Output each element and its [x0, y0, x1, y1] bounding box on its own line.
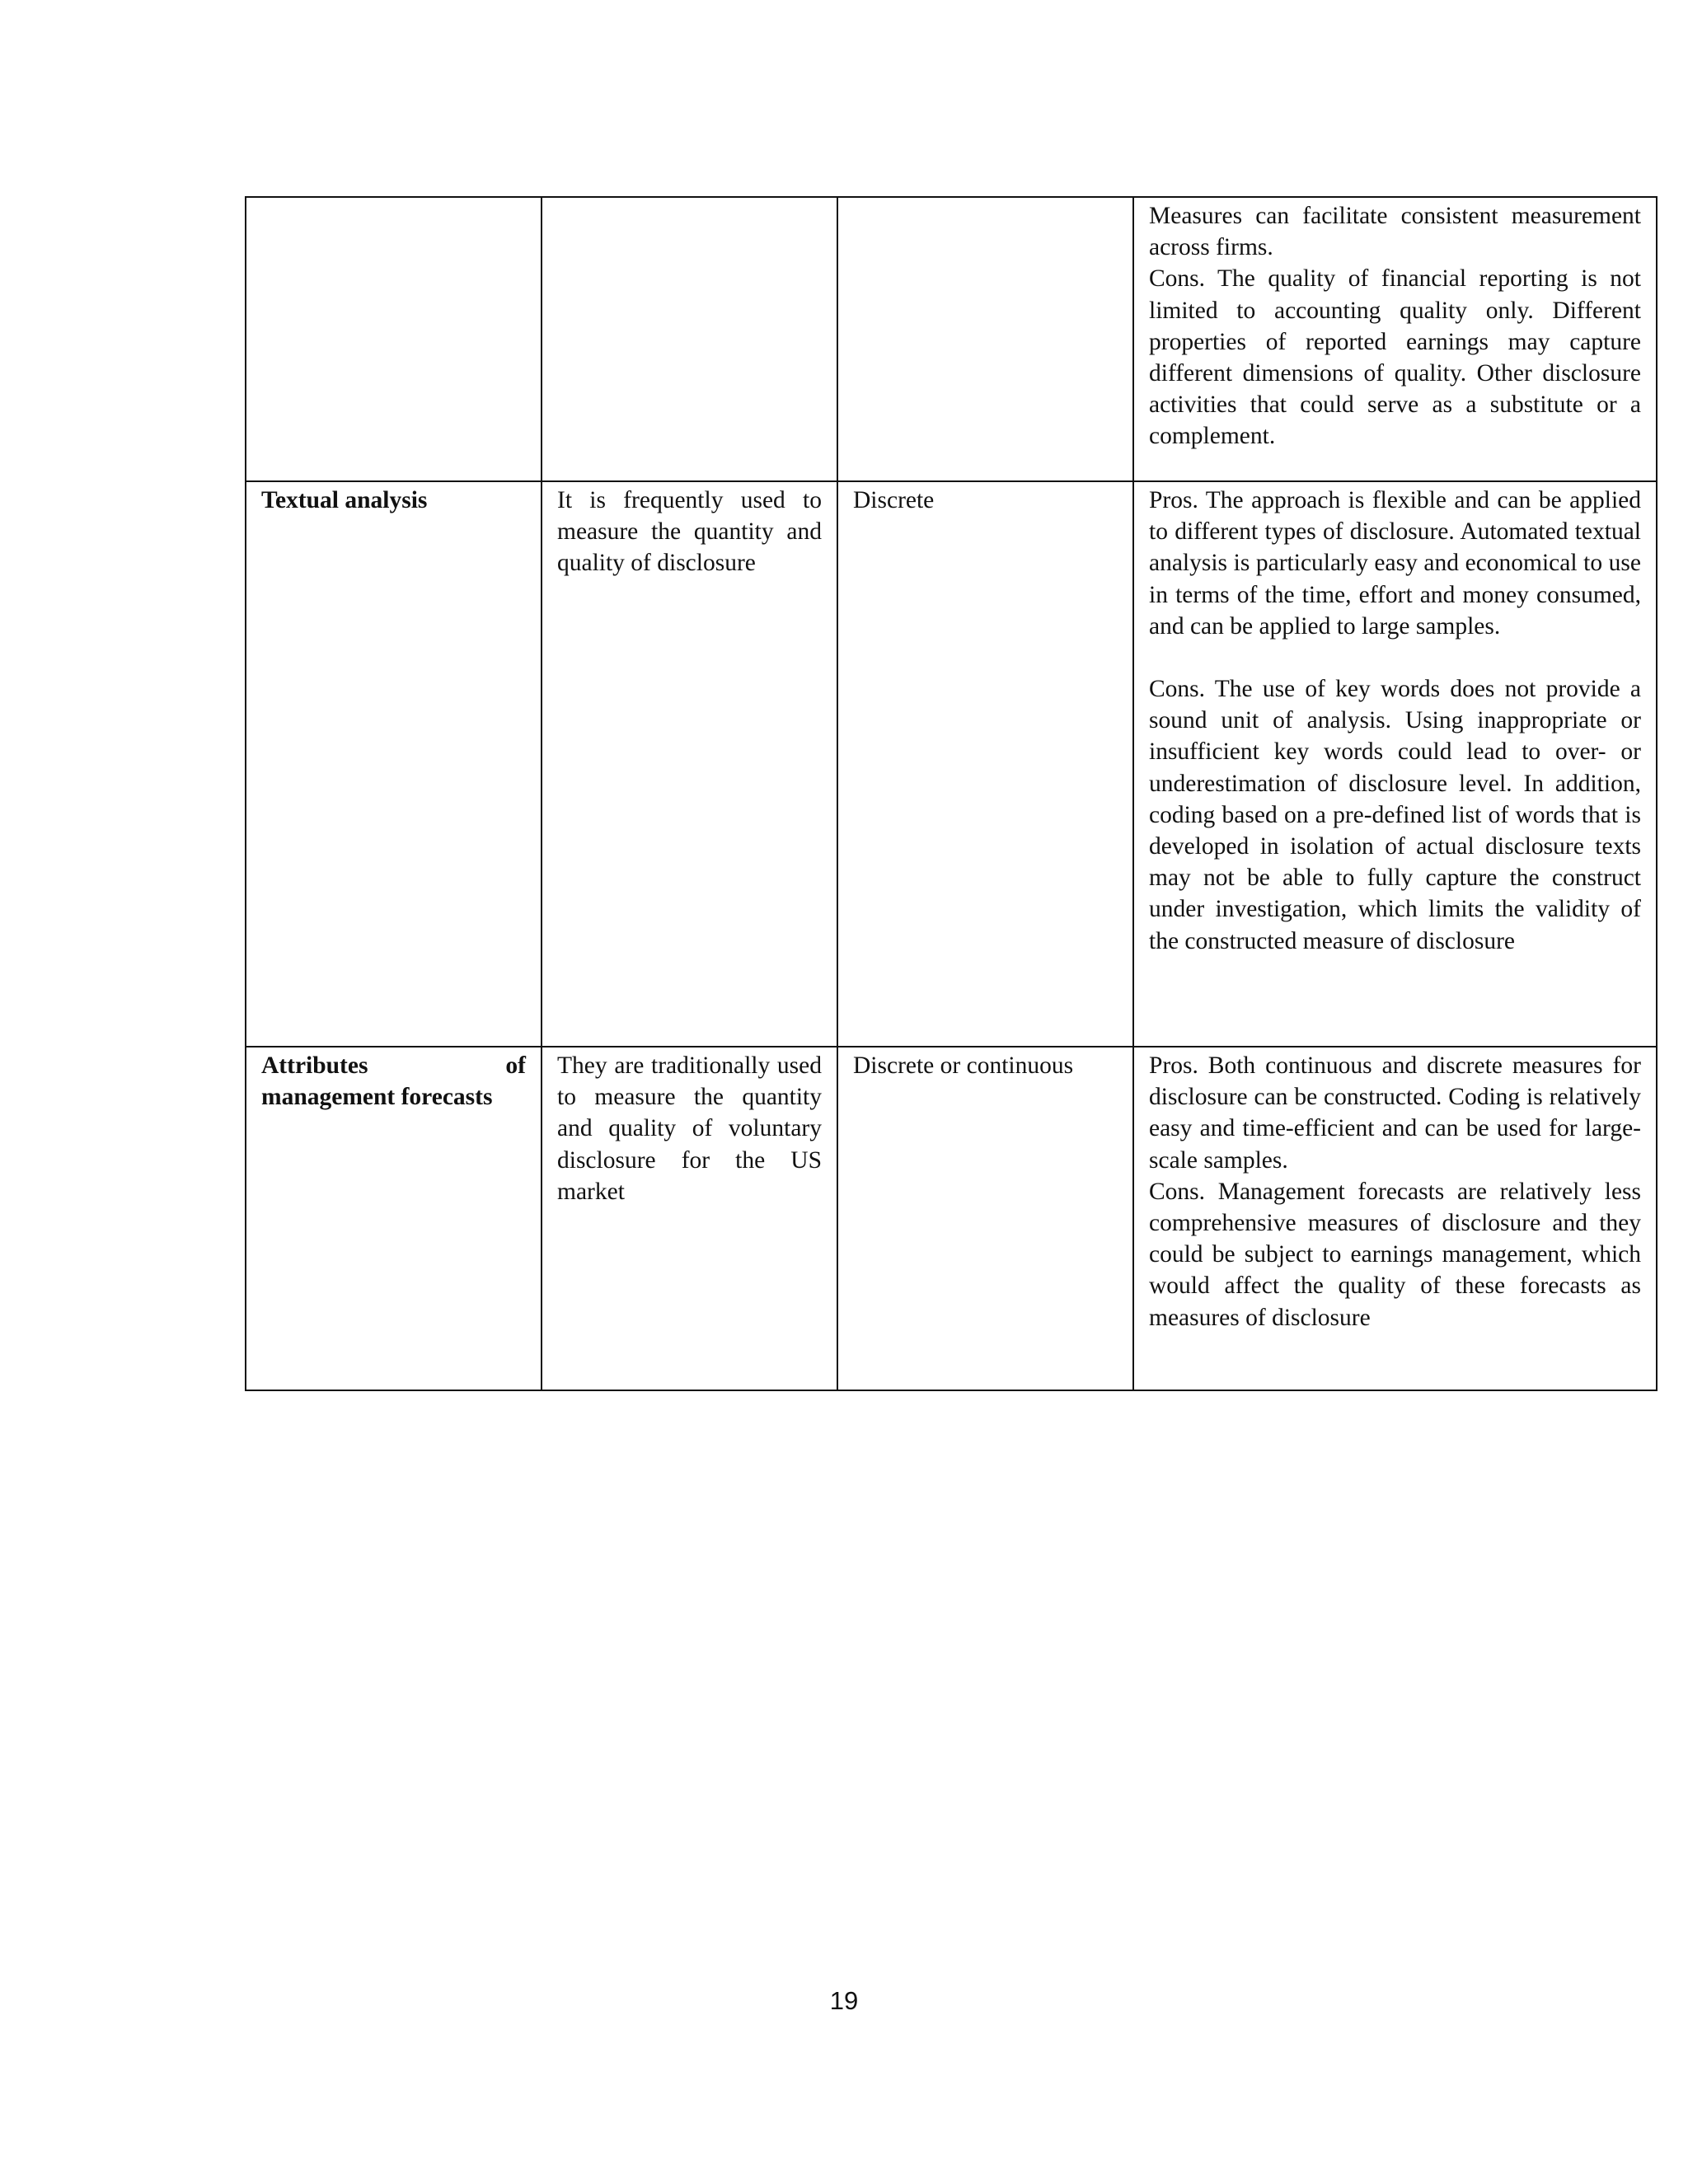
usage-cell: It is frequently used to measure the quantity and quality of disclosure [542, 481, 837, 1047]
paragraph-spacer [1149, 642, 1641, 673]
method-cell [246, 197, 542, 481]
evaluation-paragraph: Cons. The quality of financial reporting is not limited to accounting quality only. Different properties of reported earnings may capture different dimensions of quality. Other disclosure activities that could serve as a substitute or a complement. [1149, 265, 1641, 450]
type-cell: Discrete [837, 481, 1133, 1047]
evaluation-paragraph: Pros. Both continuous and discrete measures for disclosure can be constructed. Coding is relatively easy and time-efficient and can be used for large-scale samples. [1149, 1052, 1641, 1174]
method-cell: Textual analysis [246, 481, 542, 1047]
page-number: 19 [829, 1986, 859, 2015]
method-cell: Attributes of management forecasts [246, 1047, 542, 1390]
disclosure-measures-table [245, 196, 1658, 1391]
evaluation-paragraph: Cons. The use of key words does not provide a sound unit of analysis. Using inappropriate or insufficient key words could lead to over- or underestimation of disclosure level. In addition, coding based on a pre-defined list of words that is developed in isolation of actual disclosure texts may not be able to fully capture the construct under investigation, which limits the validity of the constructed measure of disclosure [1149, 676, 1641, 954]
type-cell [837, 197, 1133, 481]
type-cell: Discrete or continuous [837, 1047, 1133, 1390]
evaluation-paragraph: Cons. Management forecasts are relatively less comprehensive measures of disclosure and they could be subject to earnings management, which would affect the quality of these forecasts as measures of disclosure [1149, 1178, 1641, 1331]
evaluation-paragraph: Pros. The approach is flexible and can be applied to different types of disclosure. Automated textual analysis is particularly easy and economical to use in terms of the time, effort and money consumed, and can be applied to large samples. [1149, 487, 1641, 640]
table-row [246, 197, 1657, 481]
table-row [246, 1047, 1657, 1390]
evaluation-cell [1133, 1047, 1657, 1390]
usage-cell [542, 197, 837, 481]
table-row [246, 481, 1657, 1047]
usage-cell: They are traditionally used to measure the quantity and quality of voluntary disclosure for the US market [542, 1047, 837, 1390]
evaluation-cell [1133, 197, 1657, 481]
evaluation-paragraph: Measures can facilitate consistent measurement across firms. [1149, 203, 1641, 261]
evaluation-cell [1133, 481, 1657, 1047]
